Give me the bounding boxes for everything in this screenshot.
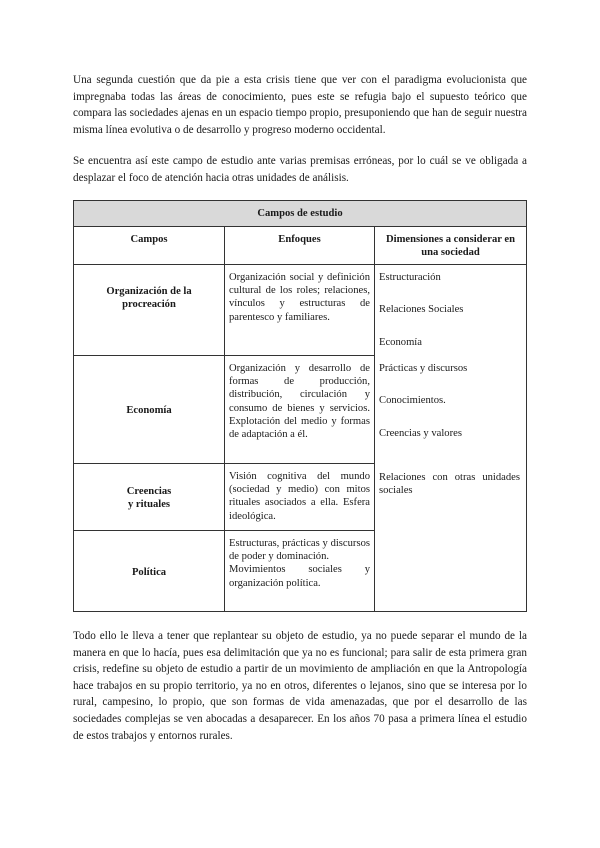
dimension-item: Estructuración bbox=[379, 272, 441, 283]
table-rule bbox=[73, 226, 527, 227]
dimension-item: Relaciones Sociales bbox=[379, 304, 464, 315]
campo-line: procreación bbox=[122, 299, 176, 311]
campo-politica bbox=[74, 566, 224, 579]
dimension-item: Economía bbox=[379, 337, 422, 348]
dimensiones-cell bbox=[375, 265, 526, 611]
campo-line: Organización de la bbox=[106, 286, 192, 297]
dimension-item: Relaciones con otras unidades sociales bbox=[379, 472, 520, 497]
campo-line: Política bbox=[131, 567, 167, 578]
campo-economia bbox=[74, 404, 224, 417]
header-campos: Campos bbox=[130, 234, 168, 245]
intro-paragraph-1: Una segunda cuestión que da pie a esta crisis tiene que ver con el paradigma evolucionista que impregnaba todas las áreas de conocimiento, pues este se refugia bajo el supuesto teórico que compara las sociedades ajenas en un espacio tiempo propio, presuponiendo que han de seguir nuestra misma línea evolutiva o de desarrollo y progreso moderno occidental. bbox=[73, 74, 527, 136]
enfoque-politica bbox=[225, 537, 374, 590]
campo-line: Creencias bbox=[126, 486, 172, 497]
table-border-bottom bbox=[73, 611, 527, 612]
enfoque-line: Movimientos sociales y organización política. bbox=[229, 564, 370, 589]
enfoque-creencias: Visión cognitiva del mundo (sociedad y medio) con mitos rituales asociados a ella. Esfera ideológica. bbox=[229, 471, 370, 522]
campo-creencias bbox=[74, 485, 224, 511]
closing-paragraph: Todo ello le lleva a tener que replantear su objeto de estudio, ya no puede separar el mundo de la manera en que lo hacía, pues esa delimitación que ya no es funcional; para salir de esta primera gran crisis, redefine su objeto de estudio a partir de un movimiento de ampliación en que la Antropología hace trabajos en su propio territorio, ya no en otros, diferentes o lejanos, sino que se interesa por lo rural, campesino, lo propio, que son formas de vida amenazadas, que por el desarrollo de las sociedades complejas se ven abocadas a desaparecer. En los años 70 pasa a primera línea el estudio de estos trabajos y entornos rurales. bbox=[73, 630, 527, 742]
dimension-item: Creencias y valores bbox=[379, 428, 462, 439]
enfoque-line: Estructuras, prácticas y discursos de poder y dominación. bbox=[229, 538, 370, 563]
header-enfoques: Enfoques bbox=[278, 234, 321, 245]
table-border-top bbox=[73, 200, 527, 201]
dimension-item: Conocimientos. bbox=[379, 395, 446, 406]
enfoque-organizacion: Organización social y definición cultural de los roles; relaciones, vínculos y estructuras de parentesco y familiares. bbox=[229, 272, 370, 323]
table-border-right bbox=[526, 200, 527, 612]
table-title: Campos de estudio bbox=[257, 208, 343, 219]
campo-organizacion bbox=[74, 285, 224, 311]
dimension-item: Prácticas y discursos bbox=[379, 363, 468, 374]
enfoque-economia: Organización y desarrollo de formas de producción, distribución, circulación y consumo de bienes y servicios. Explotación del medio y formas de adaptación a él. bbox=[229, 363, 370, 441]
campo-line: y rituales bbox=[127, 499, 171, 511]
campo-line: Economía bbox=[126, 405, 172, 416]
header-dimensiones: Dimensiones a considerar en una sociedad bbox=[386, 234, 515, 259]
intro-paragraph-2: Se encuentra así este campo de estudio ante varias premisas erróneas, por lo cuál se ve obligada a desplazar el foco de atención hacia otras unidades de análisis. bbox=[73, 155, 527, 184]
